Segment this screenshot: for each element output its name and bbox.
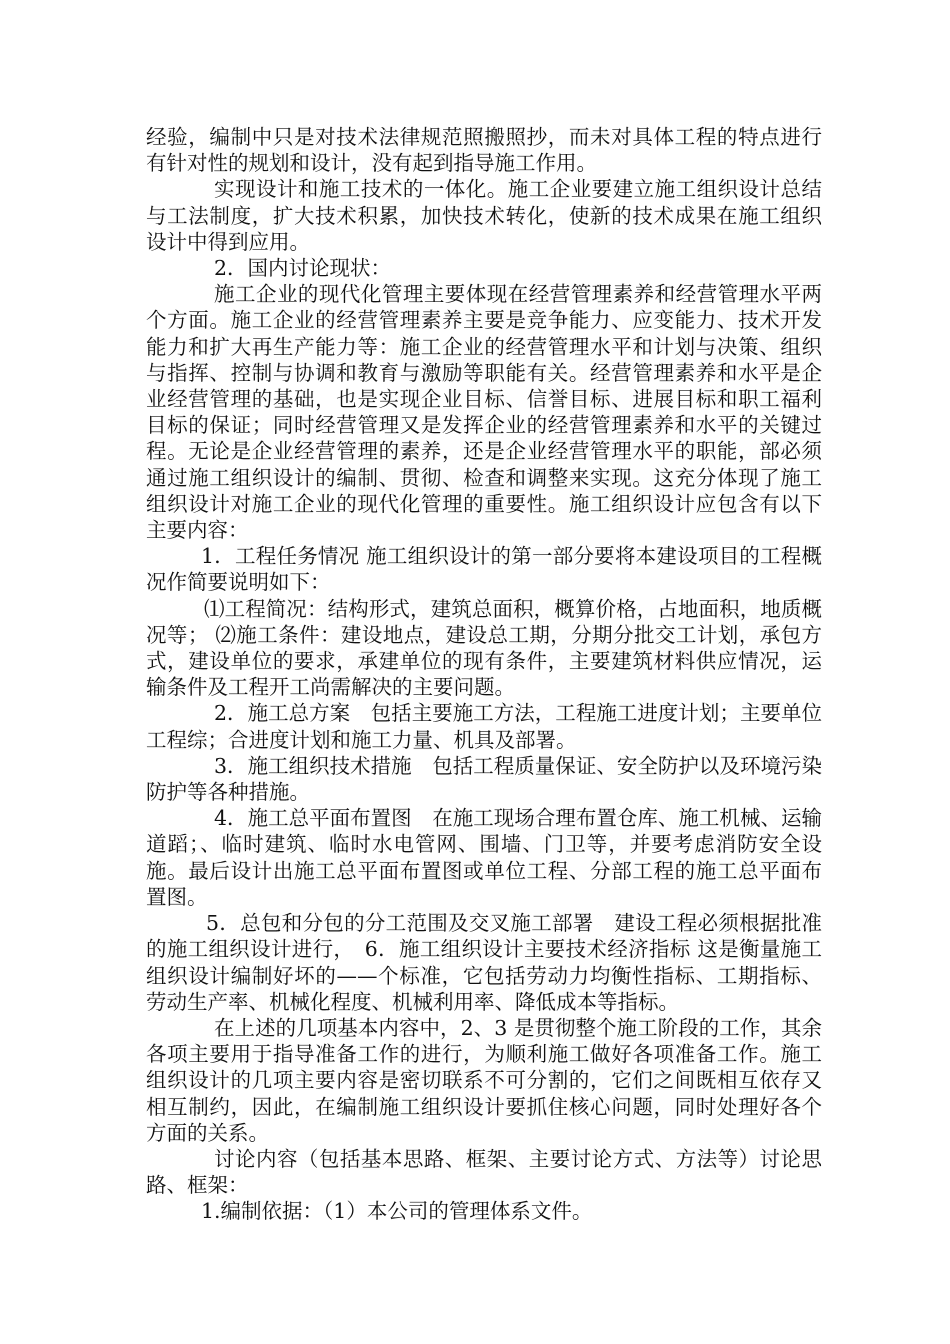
paragraph-7: 2．施工总方案 包括主要施工方法，工程施工进度计划；主要单位工程综；合进度计划和施工力量、机具及部署。 xyxy=(146,701,822,752)
paragraph-13: 1.编制依据：（1）本公司的管理体系文件。 xyxy=(201,1199,593,1224)
paragraph-3-heading: 2．国内讨论现状： xyxy=(214,256,392,281)
paragraph-4: 施工企业的现代化管理主要体现在经营管理素养和经营管理水平两个方面。施工企业的经营管理素养主要是竞争能力、应变能力、技术开发能力和扩大再生产能力等：施工企业的经营管理水平和计划与决策、组织与指挥、控制与协调和教育与激励等职能有关。经营管理素养和水平是企业经营管理的基础，也是实现企业目标、信誉目标、进展目标和职工福利目标的保证；同时经营管理又是发挥企业的经营管理素养和水平的关键过程。无论是企业经营管理的素养，还是企业经营管理水平的职能，部必须通过施工组织设计的编制、贯彻、检查和调整来实现。这充分体现了施工组织设计对施工企业的现代化管理的重要性。施工组织设计应包含有以下主要内容： xyxy=(146,282,822,543)
paragraph-8: 3．施工组织技术措施 包括工程质量保证、安全防护以及环境污染防护等各种措施。 xyxy=(146,753,822,805)
document-body xyxy=(146,124,822,1225)
paragraph-2: 实现设计和施工技术的一体化。施工企业要建立施工组织设计总结与工法制度，扩大技术积累，加快技术转化，使新的技术成果在施工组织设计中得到应用。 xyxy=(146,177,822,254)
paragraph-10: 5．总包和分包的分工范围及交叉施工部署 建设工程必须根据批准的施工组织设计进行， 6．施工组织设计主要技术经济指标 这是衡量施工组织设计编制好坏的——个标准，它包括劳动力均衡性指标、工期指标、劳动生产率、机械化程度、机械利用率、降低成本等指标。 xyxy=(146,911,822,1014)
paragraph-9: 4．施工总平面布置图 在施工现场合理布置仓库、施工机械、运输道蹈；、临时建筑、临时水电管网、围墙、门卫等，并要考虑消防安全设施。最后设计出施工总平面布置图或单位工程、分部工程的施工总平面布置图。 xyxy=(146,806,822,909)
paragraph-6: ⑴工程简况：结构形式，建筑总面积，概算价格，占地面积，地质概况等； ⑵施工条件：建设地点，建设总工期，分期分批交工计划，承包方式，建设单位的要求，承建单位的现有条件，主要建筑材料供应情况，运输条件及工程开工尚需解决的主要问题。 xyxy=(146,596,822,700)
paragraph-12: 讨论内容（包括基本思路、框架、主要讨论方式、方法等）讨论思路、框架： xyxy=(146,1146,822,1198)
paragraph-11: 在上述的几项基本内容中，2、3 是贯彻整个施工阶段的工作，其余各项主要用于指导准备工作的进行，为顺利施工做好各项准备工作。施工组织设计的几项主要内容是密切联系不可分割的，它们之间既相互依存又相互制约，因此，在编制施工组织设计要抓住核心问题，同时处理好各个方面的关系。 xyxy=(146,1015,822,1145)
paragraph-5: 1．工程任务情况 施工组织设计的第一部分要将本建设项目的工程概况作简要说明如下： xyxy=(146,544,822,595)
paragraph-1: 经验，编制中只是对技术法律规范照搬照抄，而未对具体工程的特点进行有针对性的规划和设计，没有起到指导施工作用。 xyxy=(146,125,822,176)
